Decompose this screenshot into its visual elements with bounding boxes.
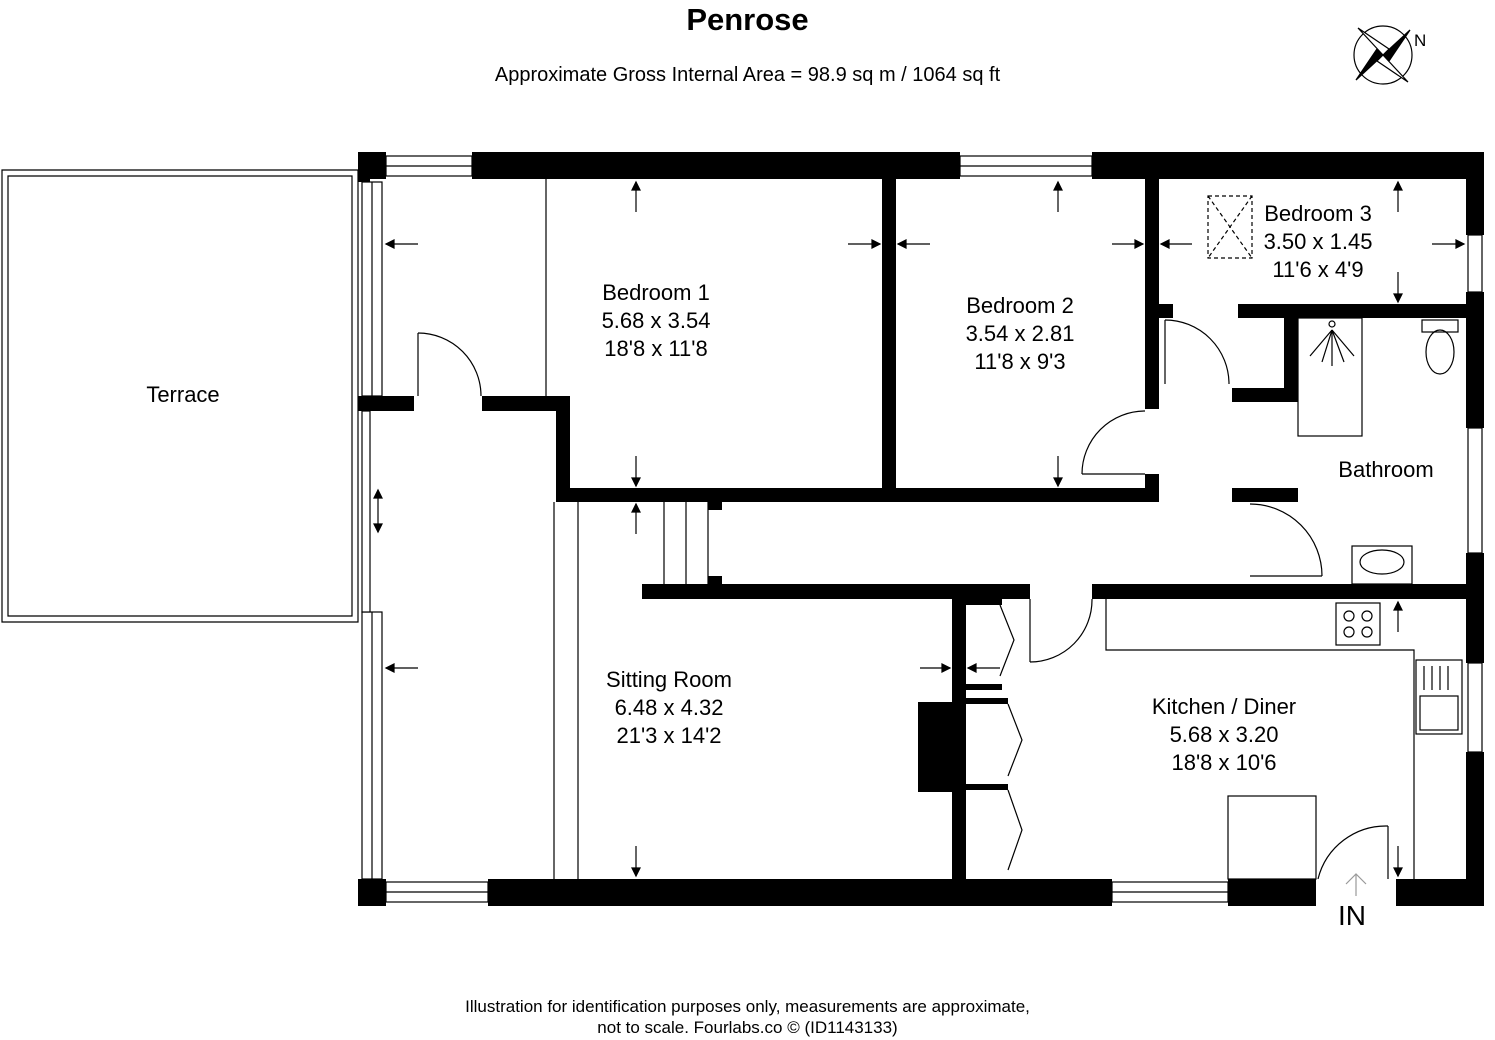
- room-bathroom: [1316, 456, 1456, 484]
- room-name: Bedroom 3: [1264, 201, 1372, 226]
- room-metric: 3.50 x 1.45: [1263, 229, 1373, 254]
- room-imperial: 18'8 x 11'8: [604, 336, 708, 361]
- room-bedroom-3: [1238, 200, 1398, 284]
- entrance-label: IN: [1338, 900, 1366, 931]
- disclaimer-line-2: not to scale. Fourlabs.co © (ID1143133): [597, 1018, 898, 1037]
- room-name: Bedroom 2: [966, 293, 1074, 318]
- room-name: Terrace: [146, 382, 220, 407]
- disclaimer-footer: [0, 996, 1495, 1038]
- room-name: Kitchen / Diner: [1151, 694, 1297, 719]
- compass-north-label: N: [1414, 31, 1427, 50]
- room-terrace: [128, 381, 238, 409]
- room-imperial: 21'3 x 14'2: [616, 723, 722, 748]
- room-sitting-room: [584, 666, 754, 750]
- plan-title: Penrose: [686, 2, 809, 37]
- room-metric: 3.54 x 2.81: [965, 321, 1075, 346]
- gross-area-subtitle: Approximate Gross Internal Area = 98.9 sq m / 1064 sq ft: [494, 64, 1001, 86]
- room-metric: 6.48 x 4.32: [614, 695, 724, 720]
- room-name: Bathroom: [1338, 457, 1434, 482]
- room-name: Bedroom 1: [602, 280, 710, 305]
- bathroom-fixtures: [1310, 320, 1458, 584]
- room-metric: 5.68 x 3.20: [1169, 722, 1279, 747]
- room-kitchen-diner: [1134, 693, 1314, 777]
- room-bedroom-1: [576, 279, 736, 363]
- room-imperial: 11'6 x 4'9: [1272, 257, 1364, 282]
- kitchen-fixtures: [1336, 603, 1462, 734]
- disclaimer-line-1: Illustration for identification purposes only, measurements are approximate,: [465, 997, 1030, 1016]
- room-bedroom-2: [940, 292, 1100, 376]
- entrance-arrow-icon: [1346, 874, 1366, 896]
- room-imperial: 11'8 x 9'3: [974, 349, 1066, 374]
- room-metric: 5.68 x 3.54: [601, 308, 711, 333]
- room-name: Sitting Room: [606, 667, 732, 692]
- room-imperial: 18'8 x 10'6: [1171, 750, 1277, 775]
